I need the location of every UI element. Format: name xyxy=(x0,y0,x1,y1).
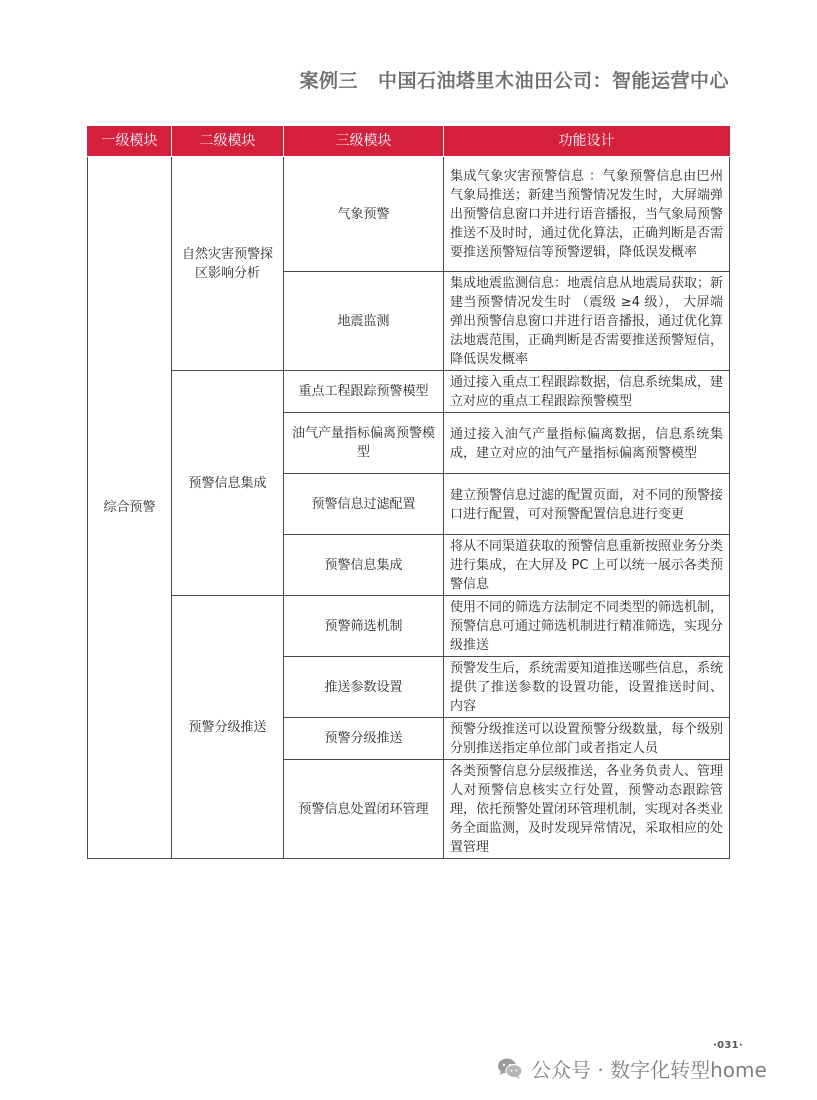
table-row xyxy=(88,157,730,272)
level2-cell: 自然灾害预警探区影响分析 xyxy=(172,157,284,371)
function-cell: 预警分级推送可以设置预警分级数量，每个级别分别推送指定单位部门或者指定人员 xyxy=(444,718,730,760)
level2-cell: 预警分级推送 xyxy=(172,596,284,859)
level2-cell: 预警信息集成 xyxy=(172,371,284,596)
case-title: 中国石油塔里木油田公司：智能运营中心 xyxy=(377,70,729,92)
function-cell: 通过接入重点工程跟踪数据，信息系统集成，建立对应的重点工程跟踪预警模型 xyxy=(444,371,730,413)
level3-cell: 预警分级推送 xyxy=(284,718,444,760)
level3-cell: 推送参数设置 xyxy=(284,657,444,718)
watermark xyxy=(497,1055,767,1081)
table-row xyxy=(88,371,730,413)
watermark-text: 公众号 · 数字化转型home xyxy=(531,1057,767,1082)
level3-cell: 预警信息集成 xyxy=(284,535,444,596)
wechat-icon xyxy=(497,1056,523,1080)
level3-cell: 预警信息过滤配置 xyxy=(284,474,444,535)
table-header-row xyxy=(88,126,730,157)
function-cell: 通过接入油气产量指标偏离数据，信息系统集成，建立对应的油气产量指标偏离预警模型 xyxy=(444,413,730,474)
level3-cell: 预警信息处置闭环管理 xyxy=(284,760,444,859)
header-level3: 三级模块 xyxy=(284,126,444,157)
header-level1: 一级模块 xyxy=(88,126,172,157)
header-function: 功能设计 xyxy=(444,126,730,157)
function-cell: 集成地震监测信息：地震信息从地震局获取；新建当预警情况发生时 （震级 ≥4 级）， 大屏端弹出预警信息窗口并进行语音播报，通过优化算法地震范围，正确判断是否需要推送预警短信，降低误发概率 xyxy=(444,272,730,371)
function-cell: 使用不同的筛选方法制定不同类型的筛选机制，预警信息可通过筛选机制进行精准筛选，实现分级推送 xyxy=(444,596,730,657)
function-design-table xyxy=(87,126,730,859)
level3-cell: 重点工程跟踪预警模型 xyxy=(284,371,444,413)
level3-cell: 预警筛选机制 xyxy=(284,596,444,657)
function-cell: 预警发生后，系统需要知道推送哪些信息，系统提供了推送参数的设置功能，设置推送时间、 内容 xyxy=(444,657,730,718)
table-row xyxy=(88,596,730,657)
function-cell: 将从不同渠道获取的预警信息重新按照业务分类进行集成，在大屏及 PC 上可以统一展示各类预警信息 xyxy=(444,535,730,596)
function-cell: 建立预警信息过滤的配置页面，对不同的预警接口进行配置，可对预警配置信息进行变更 xyxy=(444,474,730,535)
header-level2: 二级模块 xyxy=(172,126,284,157)
level3-cell: 地震监测 xyxy=(284,272,444,371)
page-header-title xyxy=(299,66,729,93)
level3-cell: 气象预警 xyxy=(284,157,444,272)
level3-cell: 油气产量指标偏离预警模型 xyxy=(284,413,444,474)
function-cell: 集成气象灾害预警信息 ：气象预警信息由巴州气象局推送；新建当预警情况发生时，大屏端弹出预警信息窗口并进行语音播报，当气象局预警推送不及时时，通过优化算法，正确判断是否需要推送预警短信等预警逻辑，降低误发概率 xyxy=(444,157,730,272)
function-cell: 各类预警信息分层级推送，各业务负责人、管理人对预警信息核实立行处置，预警动态跟踪管理，依托预警处置闭环管理机制，实现对各类业务全面监测，及时发现异常情况，采取相应的处置管理 xyxy=(444,760,730,859)
page-number: ·031· xyxy=(713,1040,743,1051)
case-label: 案例三 xyxy=(299,70,358,92)
level1-cell: 综合预警 xyxy=(88,157,172,859)
